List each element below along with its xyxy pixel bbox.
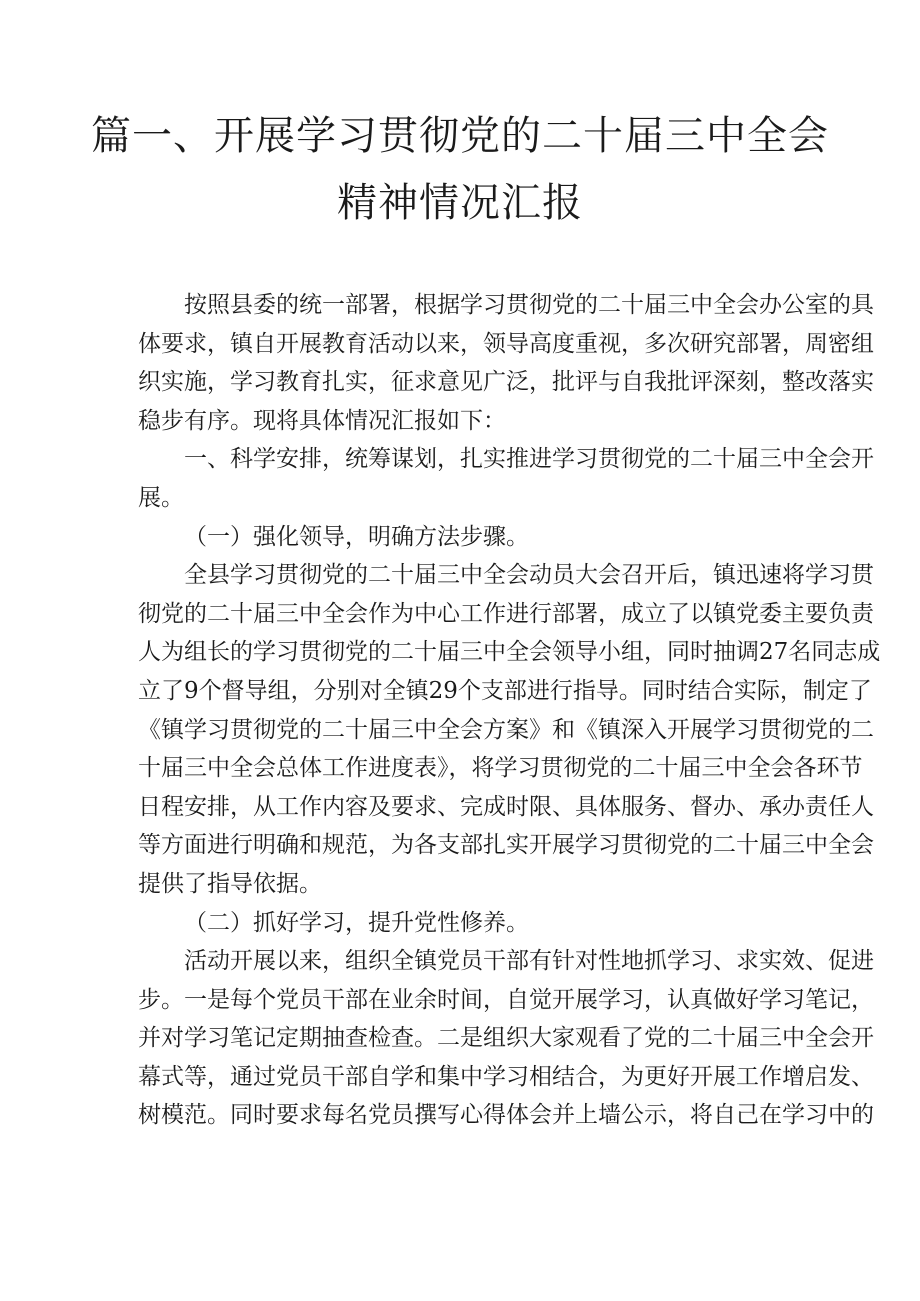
body-text-line: 并对学习笔记定期抽查检查。二是组织大家观看了党的二十届三中全会开 [138,1025,874,1052]
body-text-line: 步。一是每个党员干部在业余时间，自觉开展学习，认真做好学习笔记， [138,986,874,1013]
document-title-line-2: 精神情况汇报 [337,180,583,226]
body-text-line: 树模范。同时要求每名党员撰写心得体会并上墙公示，将自己在学习中的 [138,1102,874,1129]
body-text-line: （一）强化领导，明确方法步骤。 [184,523,529,550]
body-text-line: 人为组长的学习贯彻党的二十届三中全会领导小组，同时抽调27名同志成 [138,639,881,666]
body-text-line: 活动开展以来，组织全镇党员干部有针对性地抓学习、求实效、促进 [184,948,874,975]
body-text-line: 等方面进行明确和规范，为各支部扎实开展学习贯彻党的二十届三中全会 [138,832,874,859]
body-text-line: 立了9个督导组，分别对全镇29个支部进行指导。同时结合实际，制定了 [138,677,872,704]
body-text-line: 稳步有序。现将具体情况汇报如下： [138,407,506,434]
body-text-line: 体要求，镇自开展教育活动以来，领导高度重视，多次研究部署，周密组 [138,330,874,357]
document-title-line-1: 篇一、开展学习贯彻党的二十届三中全会 [91,113,829,159]
body-text-line: 全县学习贯彻党的二十届三中全会动员大会召开后，镇迅速将学习贯 [184,562,874,589]
body-text-line: 《镇学习贯彻党的二十届三中全会方案》和《镇深入开展学习贯彻党的二 [138,716,874,743]
body-text-line: 一、科学安排，统筹谋划，扎实推进学习贯彻党的二十届三中全会开 [184,446,874,473]
body-text-line: 织实施，学习教育扎实，征求意见广泛，批评与自我批评深刻，整改落实 [138,369,874,396]
body-text-line: 幕式等，通过党员干部自学和集中学习相结合，为更好开展工作增启发、 [138,1063,874,1090]
body-text-line: 按照县委的统一部署，根据学习贯彻党的二十届三中全会办公室的具 [184,292,874,318]
body-text-line: 展。 [138,484,184,511]
body-text-line: 日程安排，从工作内容及要求、完成时限、具体服务、督办、承办责任人 [138,793,874,820]
body-text-line: 提供了指导依据。 [138,870,322,897]
document-body [138,286,881,1135]
body-text-line: 彻党的二十届三中全会作为中心工作进行部署，成立了以镇党委主要负责 [138,600,874,627]
body-text-line: （二）抓好学习，提升党性修养。 [184,909,529,936]
body-text-line: 十届三中全会总体工作进度表》，将学习贯彻党的二十届三中全会各环节 [138,755,863,782]
